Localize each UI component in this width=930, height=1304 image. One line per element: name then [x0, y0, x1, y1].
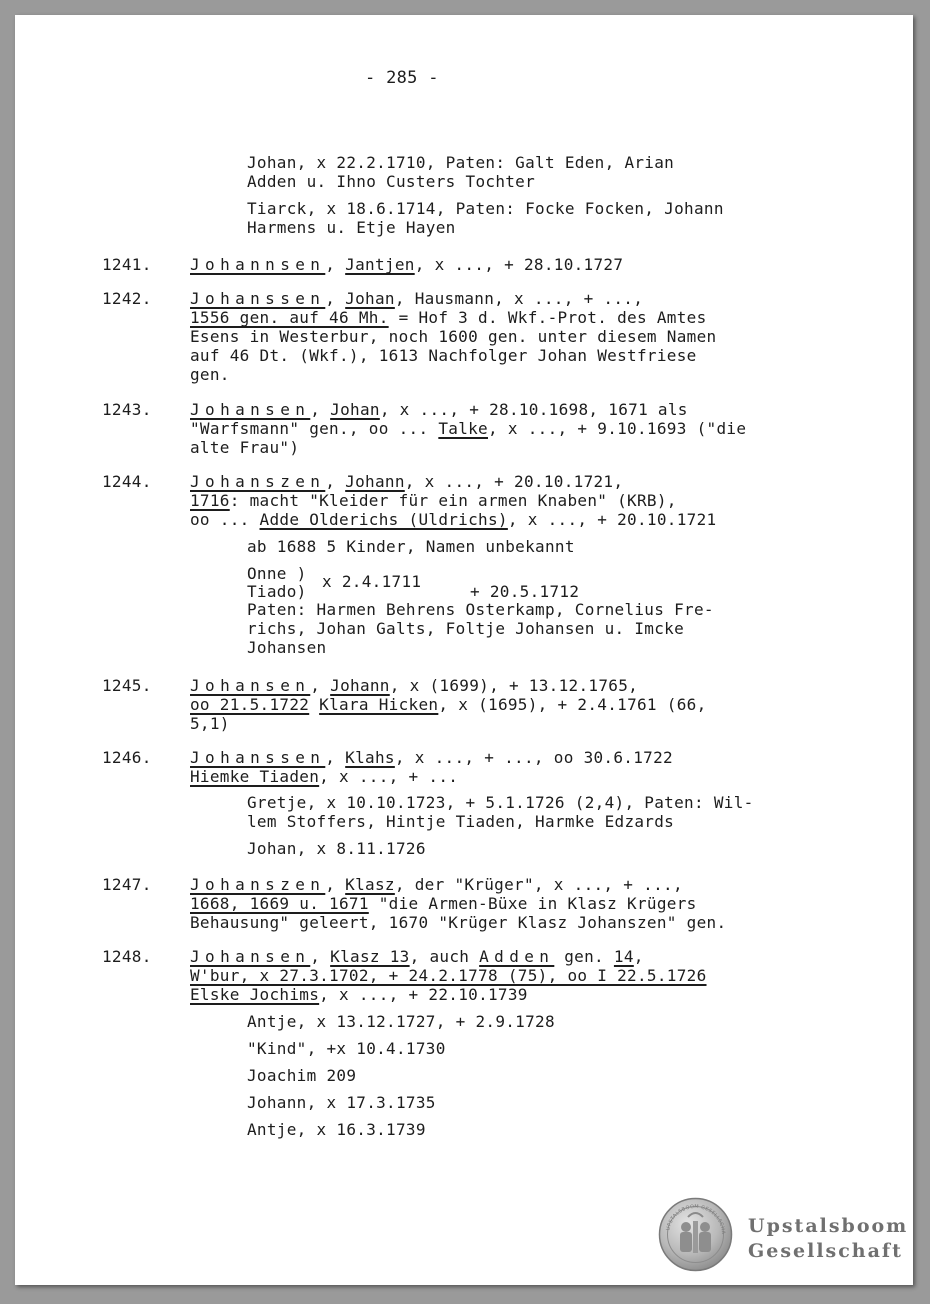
- text-line: Johann, x 17.3.1735: [247, 1093, 436, 1112]
- text-line: auf 46 Dt. (Wkf.), 1613 Nachfolger Johan Westfriese: [190, 346, 697, 365]
- given-name: Jantjen: [345, 255, 415, 274]
- text-line: ab 1688 5 Kinder, Namen unbekannt: [247, 537, 575, 556]
- text-line: [190, 894, 697, 913]
- surname: Johanssen: [190, 748, 326, 767]
- text-line: [190, 767, 458, 786]
- text-line: Gretje, x 10.10.1723, + 5.1.1726 (2,4), Paten: Wil-: [247, 793, 754, 812]
- text-line: [190, 966, 707, 985]
- document-body: [15, 15, 913, 1285]
- underlined-text: W'bur, x 27.3.1702, + 24.2.1778 (75), oo I 22.5.1726: [190, 966, 707, 985]
- text-line: gen.: [190, 365, 230, 384]
- given-name: Johann: [330, 676, 390, 695]
- entry-text: , x ..., + 22.10.1739: [319, 985, 528, 1004]
- alias-name: Adden: [479, 947, 555, 966]
- entry-text: "die Armen-Büxe in Klasz Krügers: [368, 894, 697, 913]
- twin-name: Onne ): [247, 564, 307, 583]
- text-line: richs, Johan Galts, Foltje Johansen u. Imcke: [247, 619, 685, 638]
- entry-heading: Johannsen, Jantjen, x ..., + 28.10.1727: [190, 255, 624, 274]
- underlined-text: 1716: [190, 491, 230, 510]
- entry-text: , x ..., + 9.10.1693 ("die: [488, 419, 747, 438]
- entry-heading: Johanssen, Johan, Hausmann, x ..., + ...,: [190, 289, 644, 308]
- entry-heading: Johansen, Johann, x (1699), + 13.12.1765,: [190, 676, 639, 695]
- entry-text: , x ..., + 20.10.1721,: [404, 472, 624, 491]
- entry-heading: Johanszen, Klasz, der "Krüger", x ..., + ...,: [190, 875, 683, 894]
- entry-number: 1244.: [102, 472, 152, 491]
- entry-text: gen.: [554, 947, 614, 966]
- text-line: Antje, x 13.12.1727, + 2.9.1728: [247, 1012, 555, 1031]
- given-name: Klasz 13: [330, 947, 410, 966]
- text-line: [190, 695, 707, 714]
- text-line: "Kind", +x 10.4.1730: [247, 1039, 446, 1058]
- text-line: Joachim 209: [247, 1066, 357, 1085]
- document-page: [15, 15, 913, 1285]
- text-line: [190, 985, 528, 1004]
- entry-heading: Johansen, Klasz 13, auch Adden gen. 14,: [190, 947, 644, 966]
- text-line: [190, 308, 707, 327]
- surname: Johansen: [190, 676, 311, 695]
- twin-baptism: x 2.4.1711: [322, 572, 422, 591]
- entry-number: 1242.: [102, 289, 152, 308]
- entry-heading: Johanszen, Johann, x ..., + 20.10.1721,: [190, 472, 624, 491]
- text-line: 5,1): [190, 714, 230, 733]
- text-line: Adden u. Ihno Custers Tochter: [247, 172, 536, 191]
- surname: Johanszen: [190, 875, 326, 894]
- text-line: Antje, x 16.3.1739: [247, 1120, 426, 1139]
- seal-graphic: [658, 1197, 733, 1272]
- entry-text: , x ..., + ..., oo 30.6.1722: [394, 748, 673, 767]
- text-line: Johan, x 8.11.1726: [247, 839, 426, 858]
- entry-heading: Johansen, Johan, x ..., + 28.10.1698, 1671 als: [190, 400, 688, 419]
- text-line: Paten: Harmen Behrens Osterkamp, Cornelius Fre-: [247, 600, 714, 619]
- spouse-name: Adde Olderichs (Uldrichs): [259, 510, 508, 529]
- surname: Johanssen: [190, 289, 326, 308]
- twin-name: Tiado): [247, 582, 307, 601]
- entry-text: ,: [633, 947, 644, 966]
- entry-text: , x ..., + 20.10.1721: [507, 510, 717, 529]
- entry-text: : macht "Kleider für ein armen Knaben" (KRB),: [229, 491, 677, 510]
- twin-death: + 20.5.1712: [470, 582, 580, 601]
- entry-number: 1243.: [102, 400, 152, 419]
- spouse-name: Hiemke Tiaden: [190, 767, 320, 786]
- text-line: [190, 491, 677, 510]
- spouse-name: Talke: [438, 419, 488, 438]
- entry-heading: Johanssen, Klahs, x ..., + ..., oo 30.6.1722: [190, 748, 673, 767]
- text-line: alte Frau"): [190, 438, 300, 457]
- entry-number: 1245.: [102, 676, 152, 695]
- entry-text: , auch: [409, 947, 480, 966]
- entry-text: , x ..., + 28.10.1727: [414, 255, 624, 274]
- given-name: Klasz: [345, 875, 395, 894]
- surname: Johanszen: [190, 472, 326, 491]
- spouse-name: Elske Jochims: [190, 985, 320, 1004]
- entry-text: oo ...: [190, 510, 260, 529]
- entry-text: , x (1699), + 13.12.1765,: [389, 676, 639, 695]
- text-line: Harmens u. Etje Hayen: [247, 218, 456, 237]
- entry-number: 1248.: [102, 947, 152, 966]
- seal-text: UPSTALSBOOM GESELLSCHA: [665, 1203, 727, 1235]
- entry-text: , der "Krüger", x ..., + ...,: [394, 875, 683, 894]
- entry-text: , x ..., + ...: [319, 767, 459, 786]
- text-line: Johan, x 22.2.1710, Paten: Galt Eden, Arian: [247, 153, 675, 172]
- entry-text: , x ..., + 28.10.1698, 1671 als: [379, 400, 688, 419]
- page-number: - 285 -: [365, 68, 439, 88]
- seal-icon: [658, 1197, 733, 1272]
- underlined-text: 1556 gen. auf 46 Mh.: [190, 308, 389, 327]
- reference-number: 14: [613, 947, 634, 966]
- text-line: Behausung" geleert, 1670 "Krüger Klasz Johanszen" gen.: [190, 913, 727, 932]
- given-name: Klahs: [345, 748, 395, 767]
- given-name: Johann: [345, 472, 405, 491]
- text-line: Esens in Westerbur, noch 1600 gen. unter diesem Namen: [190, 327, 717, 346]
- entry-text: [309, 695, 319, 714]
- spouse-name: Klara Hicken: [319, 695, 439, 714]
- entry-text: , x (1695), + 2.4.1761 (66,: [438, 695, 707, 714]
- logo-text-line-1: Upstalsboom: [748, 1215, 909, 1237]
- entry-number: 1241.: [102, 255, 152, 274]
- text-line: [190, 510, 716, 529]
- entry-text: = Hof 3 d. Wkf.-Prot. des Amtes: [388, 308, 707, 327]
- surname: Johannsen: [190, 255, 326, 274]
- text-line: Johansen: [247, 638, 327, 657]
- text-line: [190, 419, 746, 438]
- underlined-text: 1668, 1669 u. 1671: [190, 894, 369, 913]
- entry-number: 1246.: [102, 748, 152, 767]
- entry-number: 1247.: [102, 875, 152, 894]
- logo-text-line-2: Gesellschaft: [748, 1240, 903, 1262]
- text-line: lem Stoffers, Hintje Tiaden, Harmke Edzards: [247, 812, 675, 831]
- surname: Johansen: [190, 947, 311, 966]
- entry-text: "Warfsmann" gen., oo ...: [190, 419, 439, 438]
- text-line: Tiarck, x 18.6.1714, Paten: Focke Focken, Johann: [247, 199, 724, 218]
- surname: Johansen: [190, 400, 311, 419]
- given-name: Johan: [345, 289, 395, 308]
- entry-text: , Hausmann, x ..., + ...,: [394, 289, 644, 308]
- underlined-text: oo 21.5.1722: [190, 695, 310, 714]
- given-name: Johan: [330, 400, 380, 419]
